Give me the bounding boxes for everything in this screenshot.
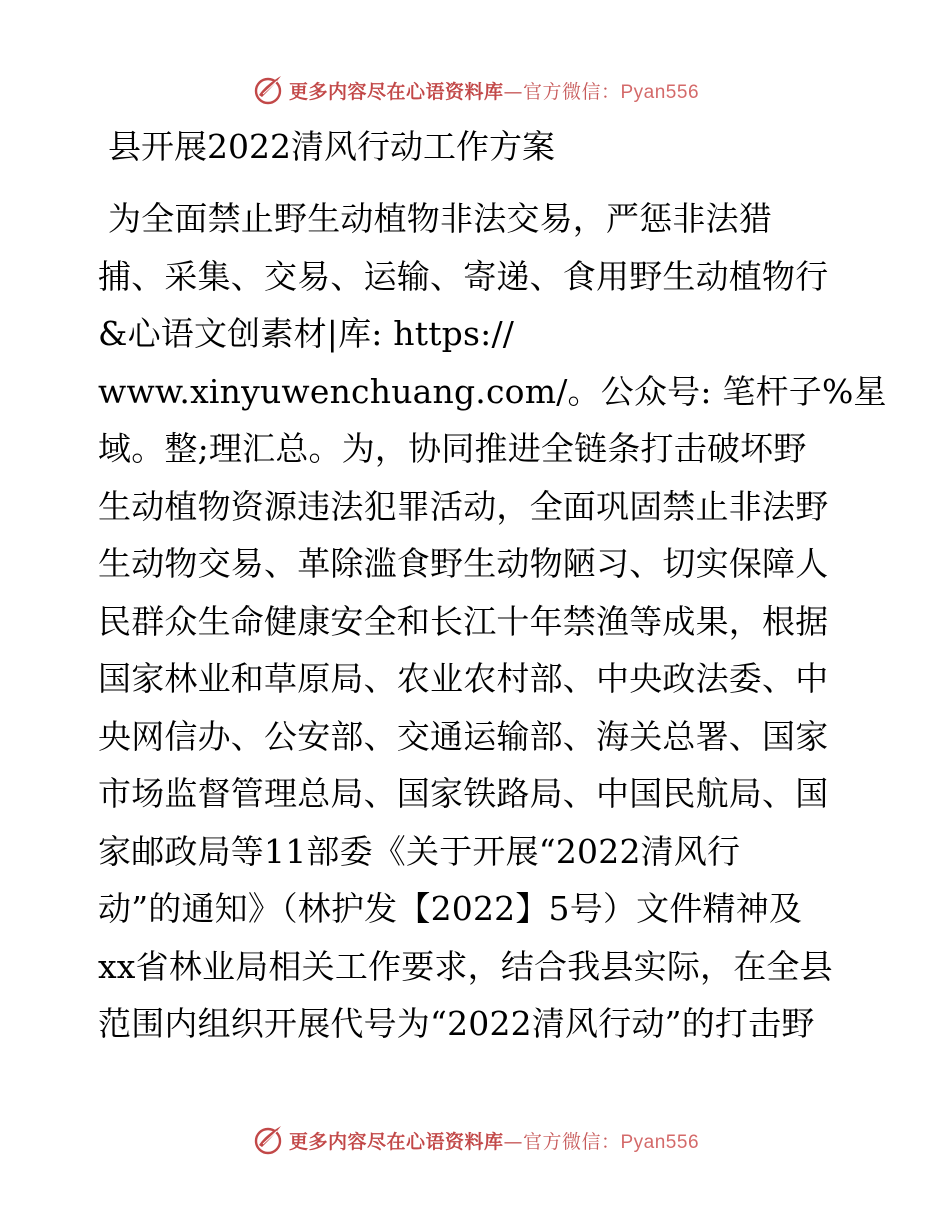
banner-wechat-id: Pyan556: [620, 81, 700, 103]
text-line: 范围内组织开展代号为“2022清风行动”的打击野: [98, 1004, 815, 1043]
text-line: 生动植物资源违法犯罪活动，全面巩固禁止非法野: [98, 486, 829, 526]
footer-banner: [0, 1120, 950, 1160]
text-line: 民群众生命健康安全和长江十年禁渔等成果，根据: [98, 601, 829, 641]
text-line: xx省林业局相关工作要求，结合我县实际，在全县: [98, 946, 833, 986]
text-line: 生动物交易、革除滥食野生动物陋习、切实保障人: [98, 544, 829, 583]
text-line: 家邮政局等11部委《关于开展“2022清风行: [98, 831, 741, 871]
text-line: 国家林业和草原局、农业农村部、中央政法委、中: [98, 659, 829, 698]
banner-text: [289, 1127, 699, 1154]
banner-wechat-id: Pyan556: [620, 1131, 700, 1153]
header-banner: [0, 70, 950, 110]
text-line: 为全面禁止野生动植物非法交易，严惩非法猎: [108, 199, 772, 238]
text-line: www.xinyuwenchuang.com/。公众号: 笔杆子%星: [98, 371, 887, 411]
text-line: 动”的通知》（林护发【2022】5号）文件精神及: [98, 889, 803, 928]
document-body: [98, 118, 887, 1053]
banner-dash: —: [503, 80, 523, 103]
text-line: 域。整;理汇总。为，协同推进全链条打击破坏野: [98, 429, 807, 468]
document-title: 县开展2022清风行动工作方案: [108, 127, 555, 166]
quill-logo-icon: [251, 1123, 285, 1157]
quill-logo-icon: [251, 73, 285, 107]
banner-label: 官方微信：: [522, 1130, 621, 1153]
banner-dash: —: [503, 1130, 523, 1153]
text-line: 市场监督管理总局、国家铁路局、中国民航局、国: [98, 774, 829, 813]
text-line: &心语文创素材|库: https://: [98, 314, 515, 353]
text-line: 央网信办、公安部、交通运输部、海关总署、国家: [98, 716, 829, 756]
banner-main-text: 更多内容尽在心语资料库: [288, 80, 504, 103]
banner-label: 官方微信：: [522, 80, 621, 103]
banner-text: [289, 77, 699, 104]
text-line: 捕、采集、交易、运输、寄递、食用野生动植物行: [98, 256, 829, 296]
banner-main-text: 更多内容尽在心语资料库: [288, 1130, 504, 1153]
